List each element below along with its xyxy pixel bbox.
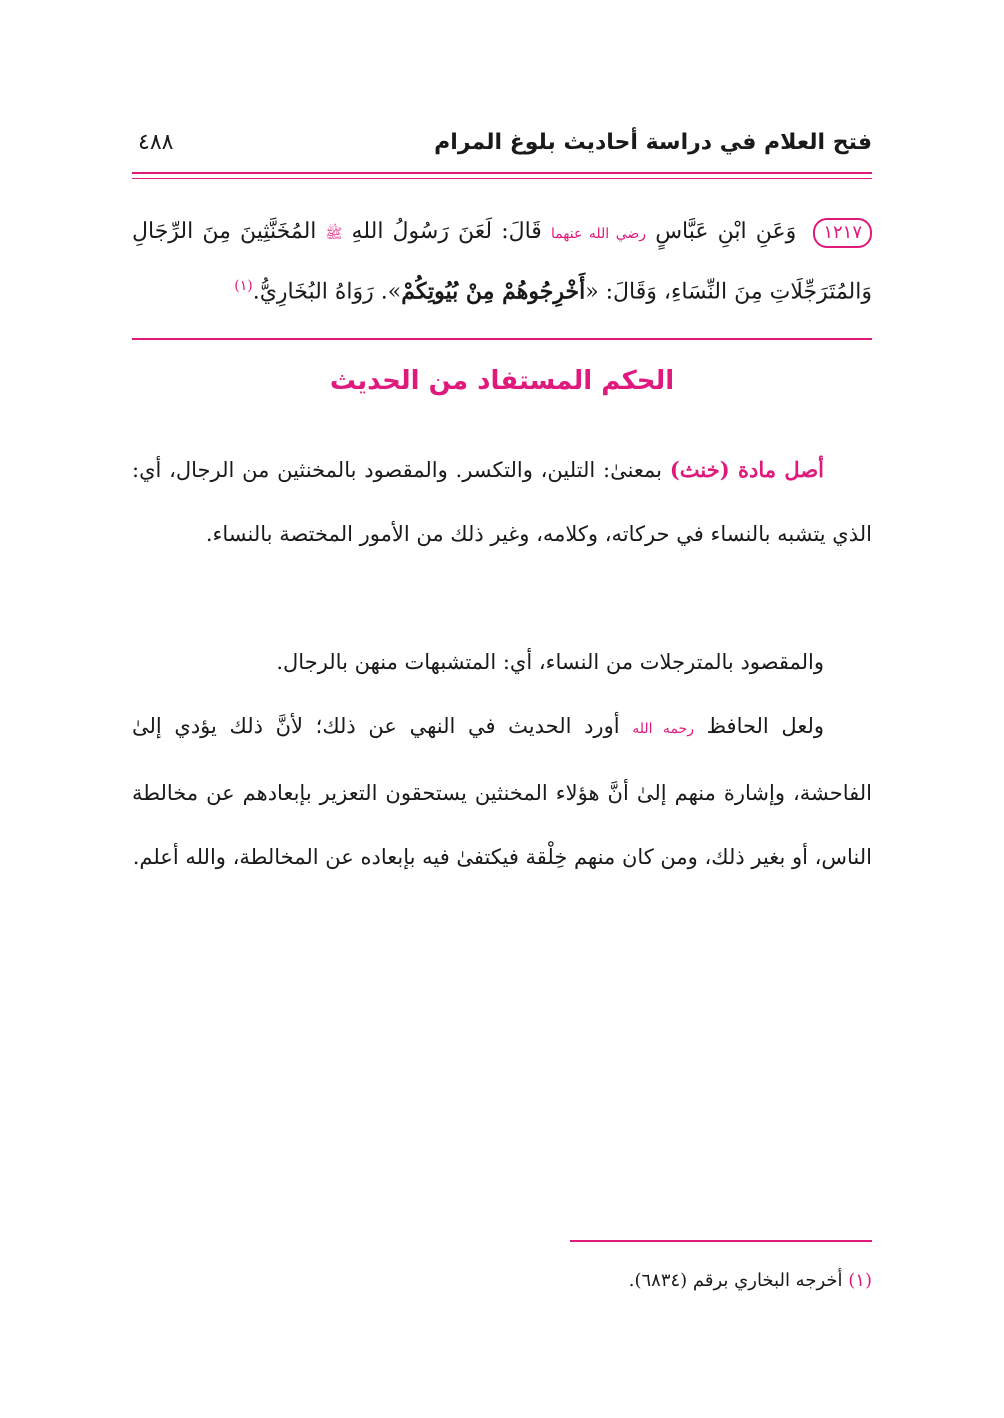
- paragraph-3: [132, 694, 872, 889]
- honorific: ﷺ: [325, 226, 343, 242]
- hadith-part-2: قَالَ: لَعَنَ رَسُولُ اللهِ: [351, 219, 542, 244]
- section-rule: [132, 338, 872, 340]
- hadith-part-3: المُخَنَّثِينَ مِنَ الرِّجَالِ وَالمُتَرَجِّلَاتِ مِنَ النِّسَاءِ، وَقَالَ: «: [132, 219, 872, 305]
- footnote-text: أخرجه البخاري برقم (٦٨٣٤).: [628, 1270, 843, 1291]
- footnote-number: (١): [848, 1270, 872, 1291]
- hadith-quote: أَخْرِجُوهُمْ مِنْ بُيُوتِكُمْ: [401, 278, 586, 305]
- header-rule-thin: [132, 178, 872, 179]
- section-heading: الحكم المستفاد من الحديث: [329, 366, 675, 396]
- paragraph-3-part-2: أورد الحديث في النهي عن ذلك؛ لأنَّ ذلك يؤدي إلىٰ الفاحشة، وإشارة منهم إلىٰ أنَّ هؤلاء المخنثين يستحقون التعزير بإبعادهم عن مخالطة الناس، أو بغير ذلك، ومن كان منهم خِلْقة فيكتفىٰ فيه بإبعاده عن المخالطة، والله أعلم.: [132, 714, 872, 869]
- hadith-part-1: وَعَنِ ابْنِ عَبَّاسٍ: [655, 219, 797, 244]
- honorific: رضي الله عنهما: [550, 226, 647, 242]
- footnote: [132, 1270, 872, 1291]
- paragraph-1: [132, 438, 872, 566]
- paragraph-2: [132, 630, 872, 694]
- paragraph-3-part-1: ولعل الحافظ: [706, 714, 824, 738]
- footnote-reference[interactable]: (١): [234, 278, 253, 294]
- hadith-part-4: ». رَوَاهُ البُخَارِيُّ.: [252, 279, 402, 305]
- paragraph-1-text: بمعنىٰ: التلين، والتكسر. والمقصود بالمخنثين من الرجال، أي: الذي يتشبه بالنساء في حركاته، وكلامه، وغير ذلك من الأمور المختصة بالنساء.: [132, 458, 872, 546]
- hadith-number: ١٢١٧: [813, 218, 872, 248]
- page-number: ٤٨٨: [138, 130, 174, 155]
- honorific: رحمه الله: [632, 721, 694, 737]
- paragraph-2-text: والمقصود بالمترجلات من النساء، أي: المتشبهات منهن بالرجال.: [276, 650, 824, 674]
- running-header: [132, 128, 872, 168]
- footnote-separator: [570, 1240, 872, 1242]
- book-title: فتح العلام في دراسة أحاديث بلوغ المرام: [434, 130, 872, 155]
- paragraph-keyword: أصل مادة (خنث): [669, 457, 824, 482]
- header-rule: [132, 172, 872, 174]
- hadith-text: [132, 206, 872, 318]
